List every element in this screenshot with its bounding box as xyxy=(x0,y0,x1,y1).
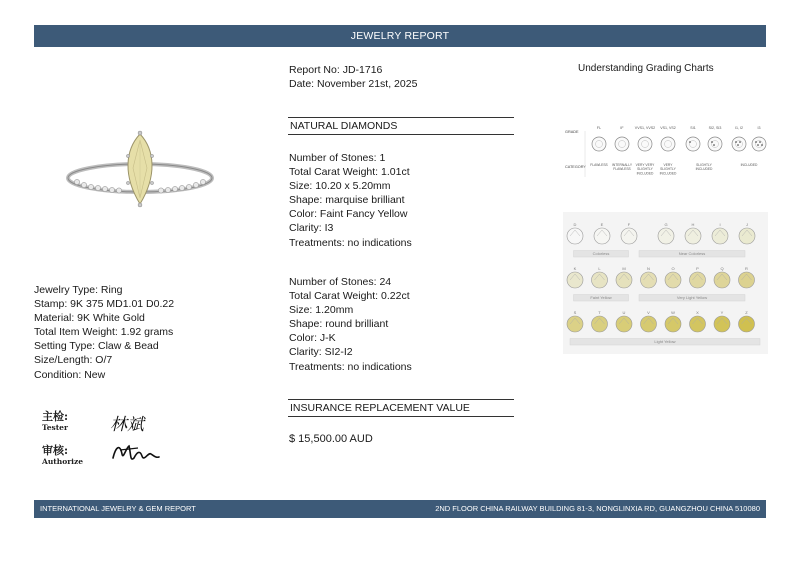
color-diamond-icon xyxy=(690,316,706,332)
clarity-category-text: SLIGHTLY xyxy=(637,167,653,172)
color-diamond-icon xyxy=(739,228,755,244)
detail-line: Clarity: I3 xyxy=(289,222,334,235)
jewelry-specs xyxy=(34,283,174,382)
color-diamond-icon xyxy=(592,272,608,288)
detail-line: Shape: round brilliant xyxy=(289,318,389,331)
color-diamond-icon xyxy=(567,272,583,288)
report-meta xyxy=(289,63,417,91)
color-grade-letter: U xyxy=(622,310,626,315)
spec-line: Condition: New xyxy=(34,368,106,381)
color-group-label: Colorless xyxy=(592,251,610,256)
clarity-diamond-icon xyxy=(686,137,700,151)
color-grading-chart xyxy=(563,212,768,354)
color-grade-letter: F xyxy=(627,222,631,227)
footer-address: 2ND FLOOR CHINA RAILWAY BUILDING 81-3, NONGLINXIA RD, GUANGZHOU CHINA 510080 xyxy=(435,504,760,513)
insurance-heading: INSURANCE REPLACEMENT VALUE xyxy=(288,399,514,417)
spec-line: Size/Length: O/7 xyxy=(34,354,113,367)
color-diamond-icon xyxy=(641,272,657,288)
clarity-diamond-icon xyxy=(732,137,746,151)
authorize-label-en: Authorize xyxy=(42,457,84,466)
color-grade-letter: H xyxy=(691,222,695,227)
color-diamond-icon xyxy=(567,228,583,244)
color-diamond-icon xyxy=(712,228,728,244)
ring-photo xyxy=(55,128,225,213)
color-diamond-icon xyxy=(641,316,657,332)
color-grade-letter: L xyxy=(598,266,601,271)
color-grade-letter: X xyxy=(696,310,699,315)
authorize-label-cn: 审核: xyxy=(42,444,69,457)
color-diamond-icon xyxy=(739,316,755,332)
natural-diamonds-heading: NATURAL DIAMONDS xyxy=(288,117,514,135)
color-diamond-icon xyxy=(665,316,681,332)
detail-line: Shape: marquise brilliant xyxy=(289,194,405,207)
tester-label-cn: 主检: xyxy=(42,410,69,423)
authorize-signature xyxy=(110,440,162,466)
color-grade-letter: M xyxy=(622,266,626,271)
color-grade-letter: W xyxy=(671,310,675,315)
clarity-category-text: FLAWLESS xyxy=(613,167,631,172)
clarity-inclusion-mark xyxy=(689,141,691,143)
color-diamond-icon xyxy=(714,316,730,332)
color-grade-letter: I xyxy=(719,222,721,227)
clarity-inclusion-mark xyxy=(739,141,741,143)
color-diamond-icon xyxy=(616,272,632,288)
color-grade-letter: G xyxy=(664,222,668,227)
side-stones-details xyxy=(289,275,412,374)
clarity-category-text: SLIGHTLY xyxy=(660,167,676,172)
color-group-label: Faint Yellow xyxy=(590,295,612,300)
color-grade-letter: Y xyxy=(720,310,724,315)
color-group-label: Light Yellow xyxy=(654,339,676,344)
color-diamond-icon xyxy=(714,272,730,288)
color-group-label: Near Colorless xyxy=(678,251,706,256)
clarity-category-label: CATEGORY xyxy=(565,165,586,169)
center-stone-details xyxy=(289,151,412,250)
color-diamond-icon xyxy=(665,272,681,288)
detail-line: Total Carat Weight: 1.01ct xyxy=(289,166,410,179)
clarity-diamond-icon xyxy=(661,137,675,151)
clarity-inclusion-mark xyxy=(735,141,737,143)
color-grade-letter: T xyxy=(598,310,601,315)
spec-line: Setting Type: Claw & Bead xyxy=(34,340,159,353)
color-diamond-icon xyxy=(594,228,610,244)
clarity-grade-label: GRADE xyxy=(565,130,579,134)
spec-line: Material: 9K White Gold xyxy=(34,312,145,325)
clarity-grade-text: VVS1, VVS2 xyxy=(634,126,656,130)
clarity-category-text: VERY VERY xyxy=(635,163,655,167)
detail-line: Size: 1.20mm xyxy=(289,304,354,317)
clarity-category-text: INTERNALLY xyxy=(611,163,633,167)
clarity-grade-text: FL xyxy=(596,126,602,130)
footer-org: INTERNATIONAL JEWELRY & GEM REPORT xyxy=(40,504,196,513)
report-header-bar xyxy=(34,25,766,47)
clarity-grade-text: I1, I2 xyxy=(735,126,743,130)
spec-line: Total Item Weight: 1.92 grams xyxy=(34,326,174,339)
tester-signature: 林斌 xyxy=(110,415,144,435)
color-grade-letter: J xyxy=(746,222,748,227)
clarity-category-text: INCLUDED xyxy=(636,171,654,176)
color-grade-letter: E xyxy=(600,222,604,227)
detail-line: Total Carat Weight: 0.22ct xyxy=(289,290,410,303)
color-grade-letter: Z xyxy=(745,310,748,315)
clarity-inclusion-mark xyxy=(713,144,715,146)
color-diamond-icon xyxy=(621,228,637,244)
clarity-grade-text: SI2, SI3 xyxy=(708,126,722,130)
spec-line: Stamp: 9K 375 MD1.01 D0.22 xyxy=(34,298,175,311)
clarity-inclusion-mark xyxy=(755,141,757,143)
color-grade-letter: K xyxy=(573,266,577,271)
color-diamond-icon xyxy=(685,228,701,244)
color-group-label: Very Light Yellow xyxy=(676,295,708,300)
clarity-category-text: SLIGHTLY xyxy=(696,163,712,167)
detail-line: Color: J-K xyxy=(289,332,336,345)
clarity-inclusion-mark xyxy=(737,144,739,146)
clarity-inclusion-mark xyxy=(757,144,759,146)
tester-label-en: Tester xyxy=(42,423,68,432)
report-title: JEWELRY REPORT xyxy=(350,30,450,42)
color-grade-letter: V xyxy=(647,310,650,315)
detail-line: Treatments: no indications xyxy=(289,360,412,373)
clarity-category-text: INCLUDED xyxy=(659,171,677,176)
clarity-diamond-icon xyxy=(615,137,629,151)
clarity-grade-text: SI1 xyxy=(690,126,696,130)
color-diamond-icon xyxy=(567,316,583,332)
clarity-category-text: INCLUDED xyxy=(740,163,758,167)
color-diamond-icon xyxy=(739,272,755,288)
spec-line: Jewelry Type: Ring xyxy=(34,284,123,296)
report-date: Date: November 21st, 2025 xyxy=(289,78,418,90)
report-number: Report No: JD-1716 xyxy=(289,64,383,76)
color-diamond-icon xyxy=(616,316,632,332)
clarity-diamond-icon xyxy=(708,137,722,151)
color-grade-letter: N xyxy=(647,266,650,271)
clarity-inclusion-mark xyxy=(759,141,761,143)
detail-line: Treatments: no indications xyxy=(289,236,412,249)
clarity-inclusion-mark xyxy=(711,141,713,143)
color-diamond-icon xyxy=(658,228,674,244)
detail-line: Size: 10.20 x 5.20mm xyxy=(289,180,391,193)
color-grade-letter: D xyxy=(573,222,577,227)
clarity-category-text: INCLUDED xyxy=(695,167,713,172)
clarity-diamond-icon xyxy=(638,137,652,151)
detail-line: Number of Stones: 1 xyxy=(289,152,386,164)
clarity-grade-text: I3 xyxy=(757,126,761,130)
signature-block xyxy=(40,406,170,472)
color-grade-letter: Q xyxy=(720,266,724,271)
detail-line: Clarity: SI2-I2 xyxy=(289,346,353,359)
color-grade-letter: O xyxy=(671,266,675,271)
insurance-value: $ 15,500.00 AUD xyxy=(289,433,373,445)
detail-line: Color: Faint Fancy Yellow xyxy=(289,208,408,221)
clarity-diamond-icon xyxy=(752,137,766,151)
clarity-category-text: VERY xyxy=(663,163,673,167)
clarity-grade-text: IF xyxy=(620,126,624,130)
color-diamond-icon xyxy=(592,316,608,332)
color-grade-letter: R xyxy=(745,266,748,271)
color-grade-letter: P xyxy=(696,266,699,271)
clarity-category-text: FLAWLESS xyxy=(590,163,608,167)
color-grade-letter: S xyxy=(573,310,577,315)
clarity-grading-chart xyxy=(563,117,768,187)
clarity-grade-text: VS1, VS2 xyxy=(660,126,676,130)
clarity-inclusion-mark xyxy=(761,144,763,146)
clarity-diamond-icon xyxy=(592,137,606,151)
detail-line: Number of Stones: 24 xyxy=(289,276,392,288)
report-footer-bar xyxy=(34,500,766,518)
color-diamond-icon xyxy=(690,272,706,288)
grading-charts-title: Understanding Grading Charts xyxy=(578,63,714,74)
